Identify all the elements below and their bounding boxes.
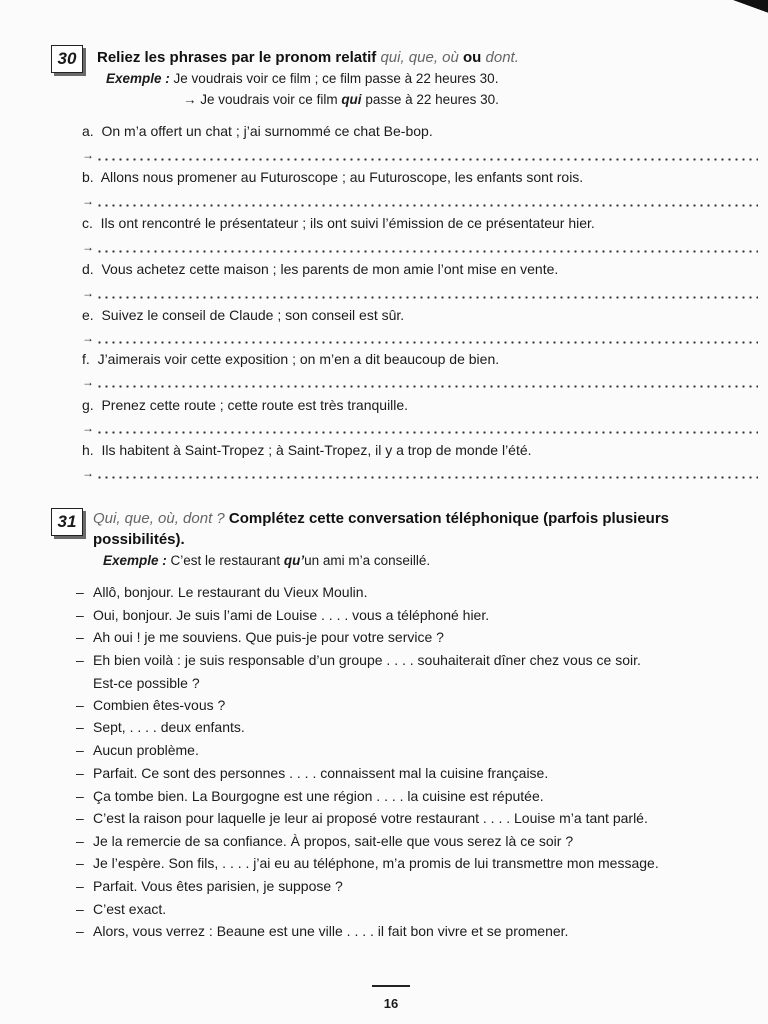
example-label: Exemple : bbox=[106, 71, 170, 86]
item-text: J’aimerais voir cette exposition ; on m’en a dit beaucoup de bien. bbox=[97, 351, 500, 367]
item-label: c. bbox=[82, 215, 93, 231]
dialogue-line: Ça tombe bien. La Bourgogne est une région . . . . la cuisine est réputée. bbox=[93, 788, 544, 804]
exercise-30-number: 30 bbox=[57, 49, 77, 68]
exercise-30-example bbox=[106, 71, 498, 86]
dialogue-dash: – bbox=[76, 607, 84, 623]
page-number-rule bbox=[372, 985, 410, 987]
dotted-line bbox=[96, 431, 758, 434]
dialogue-line: Je l’espère. Son fils, . . . . j’ai eu au téléphone, m’a promis de lui transmettre mon message. bbox=[93, 855, 659, 871]
dialogue-line: Eh bien voilà : je suis responsable d’un groupe . . . . souhaiterait dîner chez vous ce soir. bbox=[93, 652, 641, 668]
title-pronoun-list: qui, que, où bbox=[380, 49, 459, 66]
arrow-icon: → bbox=[82, 240, 94, 254]
answer-line-f[interactable] bbox=[82, 375, 758, 391]
item-label: f. bbox=[82, 351, 90, 367]
dialogue-dash: – bbox=[76, 652, 84, 668]
dialogue-dash: – bbox=[76, 765, 84, 781]
exercise-item-h bbox=[82, 442, 532, 458]
dotted-line bbox=[96, 296, 758, 299]
answer-line-b[interactable] bbox=[82, 194, 758, 210]
dialogue-dash: – bbox=[76, 923, 84, 939]
arrow-icon: → bbox=[82, 194, 94, 208]
example-text: Je voudrais voir ce film ; ce film passe à 22 heures 30. bbox=[173, 71, 499, 86]
item-text: Allons nous promener au Futuroscope ; au Futuroscope, les enfants sont rois. bbox=[100, 169, 584, 185]
answer-line-g[interactable] bbox=[82, 421, 758, 437]
exercise-31-example bbox=[103, 553, 430, 568]
title-bold-line1: Complétez cette conversation téléphonique (parfois plusieurs bbox=[224, 510, 670, 527]
exercise-31-number: 31 bbox=[57, 512, 77, 531]
dialogue-dash: – bbox=[76, 719, 84, 735]
item-label: d. bbox=[82, 261, 94, 277]
answer-line-a[interactable] bbox=[82, 148, 758, 164]
dialogue-line: C’est la raison pour laquelle je leur ai proposé votre restaurant . . . . Louise m’a tant parlé. bbox=[93, 810, 648, 826]
exercise-item-c bbox=[82, 215, 595, 231]
dialogue-dash: – bbox=[76, 855, 84, 871]
arrow-icon: → bbox=[82, 286, 94, 300]
page-number: 16 bbox=[383, 996, 399, 1011]
exercise-item-d bbox=[82, 261, 558, 277]
dialogue-line: C’est exact. bbox=[93, 901, 167, 917]
answer-line-c[interactable] bbox=[82, 240, 758, 256]
item-text: Prenez cette route ; cette route est très tranquille. bbox=[101, 397, 409, 413]
answer-post: passe à 22 heures 30. bbox=[361, 92, 499, 107]
answer-line-h[interactable] bbox=[82, 466, 758, 482]
dialogue-dash: – bbox=[76, 901, 84, 917]
arrow-icon: → bbox=[82, 421, 94, 435]
item-text: Ils ont rencontré le présentateur ; ils ont suivi l’émission de ce présentateur hier. bbox=[100, 215, 595, 231]
dialogue-dash: – bbox=[76, 742, 84, 758]
dialogue-line: Allô, bonjour. Le restaurant du Vieux Moulin. bbox=[93, 584, 368, 600]
exercise-31-title-line2 bbox=[93, 531, 185, 548]
dialogue-dash: – bbox=[76, 878, 84, 894]
item-label: h. bbox=[82, 442, 94, 458]
dialogue-line: Oui, bonjour. Je suis l’ami de Louise . . . . vous a téléphoné hier. bbox=[93, 607, 490, 623]
dialogue-line: Parfait. Ce sont des personnes . . . . connaissent mal la cuisine française. bbox=[93, 765, 549, 781]
arrow-icon: → bbox=[82, 375, 94, 389]
arrow-icon: → bbox=[183, 92, 197, 107]
exercise-31-title bbox=[93, 510, 669, 527]
answer-line-d[interactable] bbox=[82, 286, 758, 302]
example-post: un ami m’a conseillé. bbox=[304, 553, 431, 568]
item-text: On m’a offert un chat ; j’ai surnommé ce chat Be-bop. bbox=[101, 123, 433, 139]
item-text: Suivez le conseil de Claude ; son conseil est sûr. bbox=[101, 307, 405, 323]
answer-pre: Je voudrais voir ce film bbox=[200, 92, 342, 107]
exercise-30-title bbox=[97, 49, 519, 66]
title-bold-connector: ou bbox=[458, 49, 486, 66]
dialogue-line: Je la remercie de sa confiance. À propos, sait-elle que vous serez là ce soir ? bbox=[93, 833, 574, 849]
dialogue-line: Alors, vous verrez : Beaune est une ville . . . . il fait bon vivre et se promener. bbox=[93, 923, 569, 939]
item-text: Vous achetez cette maison ; les parents de mon amie l’ont mise en vente. bbox=[101, 261, 559, 277]
dotted-line bbox=[96, 250, 758, 253]
title-bold-line2: possibilités). bbox=[93, 531, 185, 548]
dotted-line bbox=[96, 158, 758, 161]
arrow-icon: → bbox=[82, 331, 94, 345]
example-label: Exemple : bbox=[103, 553, 167, 568]
page-corner-shadow bbox=[708, 0, 768, 14]
answer-pronoun: qui bbox=[341, 92, 362, 107]
dialogue-line: Aucun problème. bbox=[93, 742, 199, 758]
dialogue-line-continuation: Est-ce possible ? bbox=[93, 675, 200, 691]
dialogue-dash: – bbox=[76, 697, 84, 713]
dotted-line bbox=[96, 341, 758, 344]
dialogue-dash: – bbox=[76, 584, 84, 600]
dotted-line bbox=[96, 204, 758, 207]
dialogue-dash: – bbox=[76, 788, 84, 804]
exercise-31-number-box bbox=[51, 508, 83, 536]
item-label: b. bbox=[82, 169, 94, 185]
exercise-item-f bbox=[82, 351, 499, 367]
exercise-30-example-answer bbox=[183, 92, 499, 107]
item-text: Ils habitent à Saint-Tropez ; à Saint-Tropez, il y a trop de monde l’été. bbox=[101, 442, 532, 458]
example-pronoun: qu’ bbox=[283, 553, 305, 568]
dialogue-line: Ah oui ! je me souviens. Que puis-je pour votre service ? bbox=[93, 629, 444, 645]
answer-line-e[interactable] bbox=[82, 331, 758, 347]
exercise-item-b bbox=[82, 169, 583, 185]
dialogue-line: Sept, . . . . deux enfants. bbox=[93, 719, 245, 735]
arrow-icon: → bbox=[82, 148, 94, 162]
title-bold-part: Reliez les phrases par le pronom relatif bbox=[97, 49, 381, 66]
title-pronoun-last: dont. bbox=[485, 49, 519, 66]
dotted-line bbox=[96, 476, 758, 479]
dialogue-dash: – bbox=[76, 810, 84, 826]
dotted-line bbox=[96, 385, 758, 388]
item-label: e. bbox=[82, 307, 94, 323]
arrow-icon: → bbox=[82, 466, 94, 480]
example-pre: C’est le restaurant bbox=[170, 553, 284, 568]
exercise-item-a bbox=[82, 123, 433, 139]
title-pronoun-list: Qui, que, où, dont ? bbox=[93, 510, 225, 527]
item-label: a. bbox=[82, 123, 94, 139]
dialogue-dash: – bbox=[76, 833, 84, 849]
exercise-item-g bbox=[82, 397, 408, 413]
dialogue-line: Parfait. Vous êtes parisien, je suppose ? bbox=[93, 878, 343, 894]
exercise-item-e bbox=[82, 307, 404, 323]
dialogue-dash: – bbox=[76, 629, 84, 645]
dialogue-line: Combien êtes-vous ? bbox=[93, 697, 226, 713]
item-label: g. bbox=[82, 397, 94, 413]
exercise-30-number-box bbox=[51, 45, 83, 73]
